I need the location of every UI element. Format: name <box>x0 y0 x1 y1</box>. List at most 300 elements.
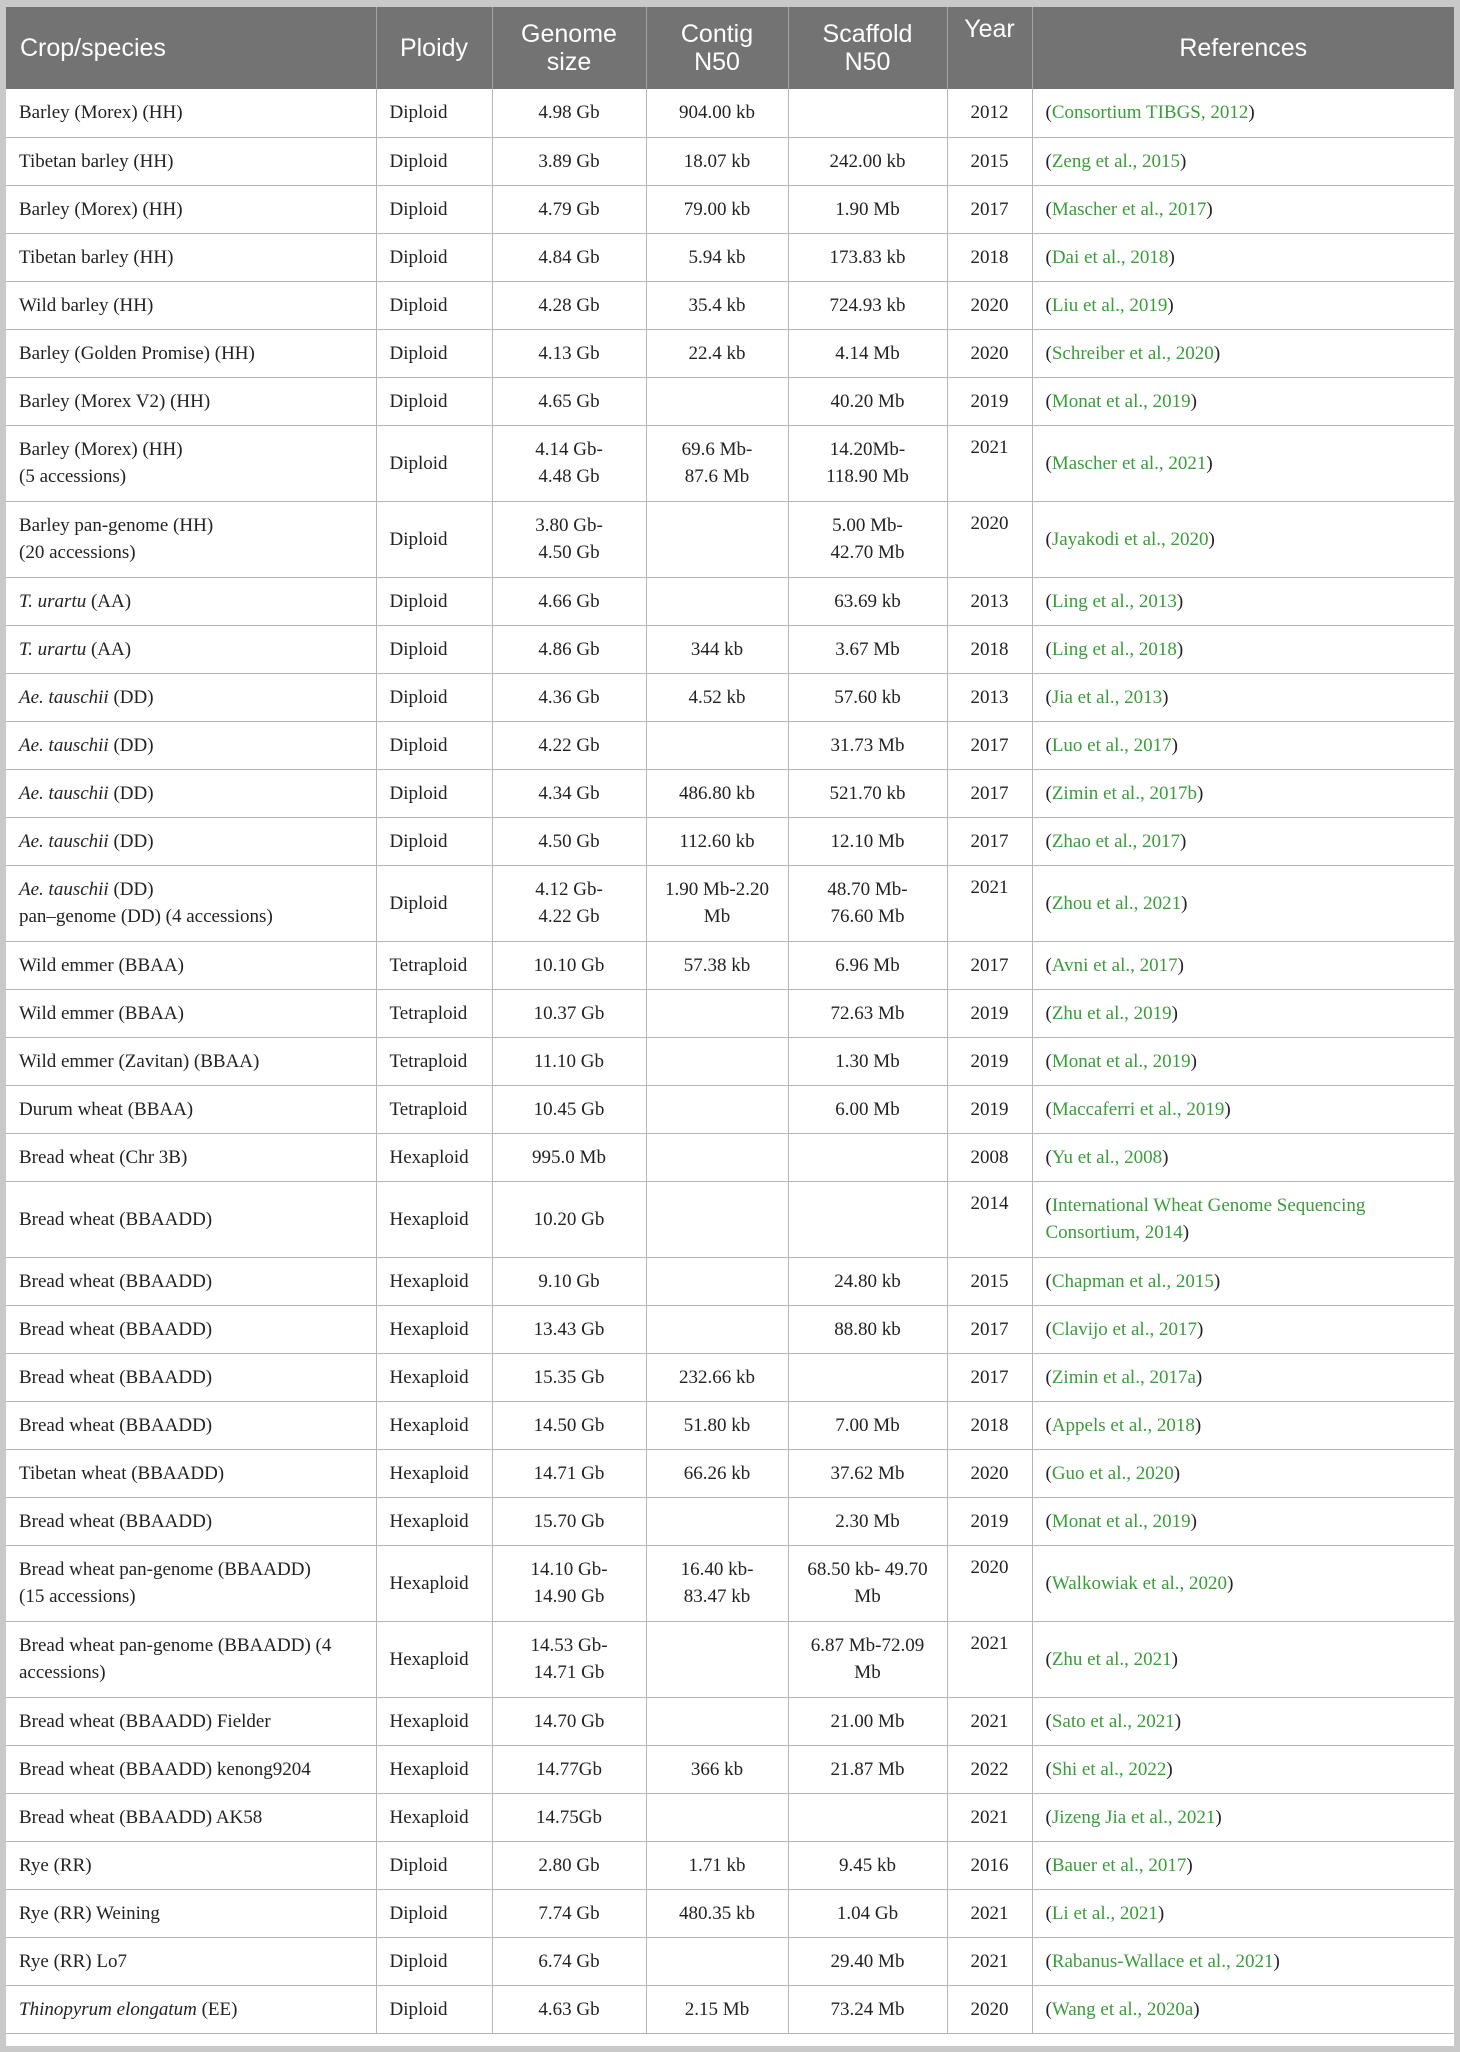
header-year: Year <box>947 7 1032 89</box>
ploidy-value: Diploid <box>389 1998 448 2020</box>
year-value: 2017 <box>970 954 1009 976</box>
reference-link[interactable] <box>1052 343 1214 364</box>
cell-ploidy <box>376 1697 492 1745</box>
species-name: Bread wheat (BBAADD) <box>19 1270 213 1292</box>
genome-size-value: 14.50 Gb <box>533 1414 605 1436</box>
cell-reference: (Avni et al., 2017) <box>1032 941 1454 989</box>
table-header <box>6 7 1454 89</box>
cell-year <box>947 1181 1032 1257</box>
cell-scaffold-n50 <box>788 233 947 281</box>
cell-ploidy <box>376 1085 492 1133</box>
reference-text: Clavijo et al., 2017 <box>1051 1318 1197 1340</box>
year-value: 2017 <box>970 198 1009 220</box>
genome-size-value: 11.10 Gb <box>533 1050 605 1072</box>
cell-contig-n50 <box>646 1257 788 1305</box>
reference-link[interactable] <box>1052 1711 1175 1732</box>
cell-scaffold-n50 <box>788 377 947 425</box>
cell-contig-n50 <box>646 1181 788 1257</box>
genome-size-value: 7.74 Gb <box>538 1902 600 1924</box>
cell-reference: (Consortium TIBGS, 2012) <box>1032 89 1454 137</box>
reference-link[interactable] <box>1052 102 1249 123</box>
cell-crop-species <box>6 233 376 281</box>
cell-scaffold-n50 <box>788 1985 947 2033</box>
species-name: Barley pan-genome (HH) <box>19 515 214 536</box>
cell-year <box>947 865 1032 941</box>
cell-ploidy <box>376 1133 492 1181</box>
cell-contig-n50 <box>646 1985 788 2033</box>
species-latin-name: Ae. tauschii <box>19 686 109 708</box>
cell-scaffold-n50 <box>788 1937 947 1985</box>
year-value: 2019 <box>970 1050 1009 1072</box>
genome-size-value: 4.84 Gb <box>538 246 600 268</box>
ploidy-value: Diploid <box>389 686 448 708</box>
reference-link[interactable] <box>1052 1759 1167 1780</box>
contig-n50-value: 486.80 kb <box>679 782 755 804</box>
reference-link[interactable] <box>1052 1649 1172 1670</box>
cell-contig-n50 <box>646 1889 788 1937</box>
cell-crop-species <box>6 329 376 377</box>
species-name: (EE) <box>196 1998 238 2020</box>
scaffold-n50-value: 9.45 kb <box>839 1854 896 1876</box>
reference-link[interactable] <box>1052 687 1162 708</box>
cell-year <box>947 377 1032 425</box>
cell-reference: (Guo et al., 2020) <box>1032 1449 1454 1497</box>
cell-contig-n50 <box>646 769 788 817</box>
reference-link[interactable] <box>1052 1415 1195 1436</box>
cell-genome-size <box>492 1305 646 1353</box>
reference-link[interactable] <box>1052 783 1197 804</box>
scaffold-n50-value: 68.50 kb- 49.70 <box>807 1559 928 1580</box>
cell-crop-species <box>6 1985 376 2033</box>
species-name: (DD) <box>108 830 154 852</box>
species-name: (DD) <box>108 686 154 708</box>
cell-contig-n50 <box>646 281 788 329</box>
cell-scaffold-n50 <box>788 721 947 769</box>
reference-link[interactable] <box>1052 151 1180 172</box>
scaffold-n50-value: 521.70 kb <box>829 782 906 804</box>
cell-scaffold-n50 <box>788 501 947 577</box>
species-name: Tibetan barley (HH) <box>19 246 174 268</box>
ploidy-value: Diploid <box>389 734 448 756</box>
cell-scaffold-n50 <box>788 1545 947 1621</box>
scaffold-n50-value: 1.90 Mb <box>835 198 900 220</box>
contig-n50-value: 5.94 kb <box>688 246 746 268</box>
species-name: (AA) <box>86 638 132 660</box>
table-row <box>6 625 1454 673</box>
species-name: (DD) <box>108 879 154 900</box>
reference-link[interactable] <box>1052 591 1177 612</box>
genome-size-value-line2: 14.90 Gb <box>533 1586 605 1607</box>
cell-year <box>947 329 1032 377</box>
table-row <box>6 1793 1454 1841</box>
cell-crop-species <box>6 1449 376 1497</box>
genome-size-value: 14.75Gb <box>536 1806 602 1828</box>
scaffold-n50-value: 72.63 Mb <box>830 1002 905 1024</box>
species-name: Barley (Morex) (HH) <box>19 439 183 460</box>
contig-n50-value: 51.80 kb <box>683 1414 751 1436</box>
species-name: Wild emmer (Zavitan) (BBAA) <box>19 1050 260 1072</box>
reference-text: Yu et al., 2008 <box>1051 1146 1163 1168</box>
cell-ploidy <box>376 1745 492 1793</box>
genome-size-value: 14.77Gb <box>536 1758 602 1780</box>
ploidy-value: Tetraploid <box>389 1050 468 1072</box>
cell-crop-species <box>6 625 376 673</box>
scaffold-n50-value: 14.20Mb- <box>829 439 906 460</box>
cell-crop-species <box>6 1745 376 1793</box>
reference-link[interactable] <box>1052 199 1207 220</box>
genome-size-value: 4.12 Gb- <box>535 879 603 900</box>
genome-size-value: 15.70 Gb <box>533 1510 605 1532</box>
cell-genome-size <box>492 1937 646 1985</box>
table-row <box>6 769 1454 817</box>
table-row <box>6 577 1454 625</box>
genome-size-value-line2: 4.50 Gb <box>538 542 600 563</box>
table-row <box>6 1545 1454 1621</box>
species-name: Rye (RR) <box>19 1854 92 1876</box>
cell-ploidy <box>376 1401 492 1449</box>
reference-text-line2: Consortium, 2014 <box>1045 1222 1183 1243</box>
genome-size-value: 15.35 Gb <box>533 1366 605 1388</box>
cell-crop-species <box>6 89 376 137</box>
ploidy-value: Diploid <box>389 198 448 220</box>
cell-reference: (Ling et al., 2018) <box>1032 625 1454 673</box>
table-row <box>6 1745 1454 1793</box>
year-value: 2018 <box>970 246 1009 268</box>
cell-year <box>947 721 1032 769</box>
reference-link[interactable] <box>1052 955 1178 976</box>
reference-text: Guo et al., 2020 <box>1051 1462 1174 1484</box>
cell-genome-size <box>492 1401 646 1449</box>
ploidy-value: Tetraploid <box>389 1002 468 1024</box>
species-name: Bread wheat (BBAADD) AK58 <box>19 1806 263 1828</box>
table-row <box>6 137 1454 185</box>
reference-link[interactable] <box>1052 1903 1158 1924</box>
scaffold-n50-value: 40.20 Mb <box>830 390 905 412</box>
cell-crop-species <box>6 425 376 501</box>
scaffold-n50-value: 63.69 kb <box>834 590 901 612</box>
species-name-line2: (20 accessions) <box>19 542 136 563</box>
reference-link[interactable] <box>1052 1147 1162 1168</box>
reference-link[interactable] <box>1052 1855 1187 1876</box>
cell-genome-size <box>492 137 646 185</box>
species-name: (AA) <box>86 590 132 612</box>
cell-crop-species <box>6 1401 376 1449</box>
species-name: Bread wheat (BBAADD) <box>19 1366 213 1388</box>
cell-crop-species <box>6 817 376 865</box>
table-row <box>6 501 1454 577</box>
species-name: Rye (RR) Lo7 <box>19 1950 127 1972</box>
cell-contig-n50 <box>646 233 788 281</box>
genome-size-value: 10.37 Gb <box>533 1002 605 1024</box>
table-row <box>6 1133 1454 1181</box>
year-value: 2017 <box>970 830 1009 852</box>
cell-scaffold-n50 <box>788 1353 947 1401</box>
cell-crop-species <box>6 865 376 941</box>
year-value: 2017 <box>970 1318 1009 1340</box>
reference-link[interactable] <box>1052 735 1172 756</box>
cell-scaffold-n50 <box>788 577 947 625</box>
scaffold-n50-value: 6.87 Mb-72.09 <box>810 1635 925 1656</box>
table-row <box>6 89 1454 137</box>
cell-crop-species <box>6 137 376 185</box>
reference-text: Avni et al., 2017 <box>1051 954 1178 976</box>
cell-year <box>947 817 1032 865</box>
cell-contig-n50 <box>646 721 788 769</box>
cell-scaffold-n50 <box>788 1841 947 1889</box>
year-value: 2020 <box>970 294 1009 316</box>
cell-crop-species <box>6 1085 376 1133</box>
cell-year <box>947 769 1032 817</box>
cell-contig-n50 <box>646 137 788 185</box>
scaffold-n50-value: 29.40 Mb <box>830 1950 905 1972</box>
ploidy-value: Hexaploid <box>389 1462 469 1484</box>
ploidy-value: Hexaploid <box>389 1366 469 1388</box>
cell-ploidy <box>376 941 492 989</box>
ploidy-value: Diploid <box>389 1854 448 1876</box>
reference-link[interactable] <box>1052 1367 1196 1388</box>
reference-text: Monat et al., 2019 <box>1051 390 1191 412</box>
genome-size-value-line2: 4.22 Gb <box>538 906 600 927</box>
genome-size-value: 4.79 Gb <box>538 198 600 220</box>
cell-year <box>947 233 1032 281</box>
genome-assembly-table <box>6 7 1454 2034</box>
ploidy-value: Diploid <box>389 638 448 660</box>
contig-n50-value-line2: Mb <box>703 906 731 927</box>
cell-scaffold-n50 <box>788 329 947 377</box>
cell-genome-size <box>492 89 646 137</box>
cell-genome-size <box>492 281 646 329</box>
cell-reference: (Monat et al., 2019) <box>1032 377 1454 425</box>
cell-reference: (Rabanus-Wallace et al., 2021) <box>1032 1937 1454 1985</box>
reference-link[interactable] <box>1052 453 1207 474</box>
genome-size-value: 2.80 Gb <box>538 1854 600 1876</box>
genome-size-value: 4.98 Gb <box>538 102 600 124</box>
cell-genome-size <box>492 1621 646 1697</box>
cell-ploidy <box>376 1545 492 1621</box>
cell-reference: (Maccaferri et al., 2019) <box>1032 1085 1454 1133</box>
genome-size-value: 4.66 Gb <box>538 590 600 612</box>
cell-contig-n50 <box>646 501 788 577</box>
reference-link[interactable] <box>1052 893 1181 914</box>
cell-ploidy <box>376 281 492 329</box>
cell-ploidy <box>376 137 492 185</box>
cell-crop-species <box>6 1937 376 1985</box>
scaffold-n50-value: 21.00 Mb <box>830 1710 905 1732</box>
cell-year <box>947 1545 1032 1621</box>
cell-genome-size <box>492 769 646 817</box>
cell-scaffold-n50 <box>788 1257 947 1305</box>
cell-genome-size <box>492 1037 646 1085</box>
table-row <box>6 721 1454 769</box>
cell-genome-size <box>492 1697 646 1745</box>
cell-crop-species <box>6 1621 376 1697</box>
genome-size-value: 4.65 Gb <box>538 390 600 412</box>
table-row <box>6 865 1454 941</box>
contig-n50-value: 904.00 kb <box>679 102 755 124</box>
genome-size-value: 14.71 Gb <box>533 1462 605 1484</box>
cell-reference: (Mascher et al., 2017) <box>1032 185 1454 233</box>
cell-ploidy <box>376 769 492 817</box>
contig-n50-value-line2: 83.47 kb <box>683 1586 751 1607</box>
cell-genome-size <box>492 1985 646 2033</box>
reference-text: Ling et al., 2013 <box>1051 590 1177 612</box>
reference-text: Mascher et al., 2021 <box>1051 452 1207 474</box>
cell-genome-size <box>492 377 646 425</box>
cell-year <box>947 1621 1032 1697</box>
ploidy-value: Diploid <box>389 892 448 914</box>
cell-genome-size <box>492 1133 646 1181</box>
reference-link[interactable] <box>1052 1319 1197 1340</box>
cell-genome-size <box>492 817 646 865</box>
reference-text: Zimin et al., 2017b <box>1051 782 1197 804</box>
cell-year <box>947 137 1032 185</box>
scaffold-n50-value: 57.60 kb <box>834 686 901 708</box>
cell-ploidy <box>376 329 492 377</box>
species-name: Bread wheat (BBAADD) <box>19 1510 213 1532</box>
cell-scaffold-n50 <box>788 1181 947 1257</box>
cell-genome-size <box>492 673 646 721</box>
reference-text: Jizeng Jia et al., 2021 <box>1051 1806 1216 1828</box>
cell-contig-n50 <box>646 577 788 625</box>
genome-size-value: 4.34 Gb <box>538 782 600 804</box>
cell-reference: (Clavijo et al., 2017) <box>1032 1305 1454 1353</box>
scaffold-n50-value: 7.00 Mb <box>835 1414 900 1436</box>
table-row <box>6 1621 1454 1697</box>
table-row <box>6 425 1454 501</box>
cell-reference: (Sato et al., 2021) <box>1032 1697 1454 1745</box>
reference-link[interactable] <box>1052 1999 1193 2020</box>
contig-n50-value: 4.52 kb <box>688 686 746 708</box>
scaffold-n50-value: 5.00 Mb- <box>832 515 903 536</box>
cell-reference: (Shi et al., 2022) <box>1032 1745 1454 1793</box>
reference-link[interactable] <box>1052 1463 1174 1484</box>
cell-reference: (Zimin et al., 2017b) <box>1032 769 1454 817</box>
species-name: Rye (RR) Weining <box>19 1902 160 1924</box>
reference-link[interactable] <box>1052 391 1191 412</box>
cell-scaffold-n50 <box>788 1889 947 1937</box>
table-row <box>6 1037 1454 1085</box>
reference-text: Liu et al., 2019 <box>1051 294 1168 316</box>
year-value: 2021 <box>970 1710 1009 1732</box>
cell-genome-size <box>492 941 646 989</box>
cell-scaffold-n50 <box>788 1621 947 1697</box>
reference-link[interactable] <box>1052 1051 1191 1072</box>
cell-contig-n50 <box>646 1401 788 1449</box>
cell-crop-species <box>6 989 376 1037</box>
year-value: 2013 <box>970 686 1009 708</box>
year-value: 2021 <box>970 1632 1009 1654</box>
table-row <box>6 1449 1454 1497</box>
cell-reference: (Zhu et al., 2019) <box>1032 989 1454 1037</box>
year-value: 2020 <box>970 512 1009 534</box>
year-value: 2020 <box>970 342 1009 364</box>
reference-link[interactable] <box>1052 1807 1216 1828</box>
cell-year <box>947 941 1032 989</box>
reference-link[interactable] <box>1052 1951 1274 1972</box>
cell-reference: (Bauer et al., 2017) <box>1032 1841 1454 1889</box>
cell-year <box>947 1305 1032 1353</box>
cell-year <box>947 989 1032 1037</box>
ploidy-value: Hexaploid <box>389 1510 469 1532</box>
cell-scaffold-n50 <box>788 1793 947 1841</box>
species-name: Bread wheat (BBAADD) <box>19 1208 213 1230</box>
cell-contig-n50 <box>646 185 788 233</box>
year-value: 2021 <box>970 1902 1009 1924</box>
reference-link[interactable] <box>1052 529 1209 550</box>
table-row <box>6 1181 1454 1257</box>
cell-scaffold-n50 <box>788 281 947 329</box>
year-value: 2021 <box>970 876 1009 898</box>
table-row <box>6 1257 1454 1305</box>
cell-scaffold-n50 <box>788 673 947 721</box>
reference-link[interactable] <box>1052 831 1180 852</box>
reference-link[interactable] <box>1046 1195 1366 1243</box>
ploidy-value: Diploid <box>389 390 448 412</box>
cell-contig-n50 <box>646 1545 788 1621</box>
contig-n50-value: 66.26 kb <box>683 1462 751 1484</box>
reference-text: Sato et al., 2021 <box>1051 1710 1175 1732</box>
cell-genome-size <box>492 1497 646 1545</box>
ploidy-value: Hexaploid <box>389 1146 469 1168</box>
genome-size-value: 4.13 Gb <box>538 342 600 364</box>
cell-year <box>947 1889 1032 1937</box>
cell-crop-species <box>6 1889 376 1937</box>
reference-text: Zhu et al., 2019 <box>1051 1002 1172 1024</box>
ploidy-value: Diploid <box>389 150 448 172</box>
cell-genome-size <box>492 329 646 377</box>
year-value: 2015 <box>970 1270 1009 1292</box>
cell-genome-size <box>492 989 646 1037</box>
reference-link[interactable] <box>1052 1099 1225 1120</box>
cell-year <box>947 1353 1032 1401</box>
cell-scaffold-n50 <box>788 1497 947 1545</box>
cell-year <box>947 1401 1032 1449</box>
reference-link[interactable] <box>1052 1003 1172 1024</box>
table-row <box>6 989 1454 1037</box>
reference-text: Zhou et al., 2021 <box>1051 892 1182 914</box>
cell-ploidy <box>376 425 492 501</box>
cell-year <box>947 673 1032 721</box>
contig-n50-value: 366 kb <box>690 1758 744 1780</box>
contig-n50-value: 1.90 Mb-2.20 <box>665 879 769 900</box>
cell-year <box>947 1793 1032 1841</box>
cell-ploidy <box>376 865 492 941</box>
cell-reference: (Schreiber et al., 2020) <box>1032 329 1454 377</box>
contig-n50-value: 1.71 kb <box>688 1854 746 1876</box>
reference-link[interactable] <box>1052 247 1169 268</box>
reference-link[interactable] <box>1052 1573 1227 1594</box>
reference-link[interactable] <box>1052 1511 1191 1532</box>
species-latin-name: Ae. tauschii <box>19 782 109 804</box>
genome-size-value: 6.74 Gb <box>538 1950 600 1972</box>
reference-text: Consortium TIBGS, 2012 <box>1051 102 1249 124</box>
ploidy-value: Tetraploid <box>389 1098 468 1120</box>
cell-contig-n50 <box>646 1133 788 1181</box>
scaffold-n50-value: 48.70 Mb- <box>827 879 908 900</box>
scaffold-n50-value: 12.10 Mb <box>830 830 905 852</box>
cell-scaffold-n50 <box>788 1133 947 1181</box>
reference-link[interactable] <box>1052 1271 1214 1292</box>
reference-link[interactable] <box>1052 639 1177 660</box>
genome-size-value: 995.0 Mb <box>532 1146 606 1168</box>
ploidy-value: Hexaploid <box>389 1572 469 1594</box>
cell-contig-n50 <box>646 673 788 721</box>
reference-text: Monat et al., 2019 <box>1051 1050 1191 1072</box>
cell-ploidy <box>376 501 492 577</box>
ploidy-value: Hexaploid <box>389 1414 469 1436</box>
reference-link[interactable] <box>1052 295 1168 316</box>
ploidy-value: Diploid <box>389 590 448 612</box>
